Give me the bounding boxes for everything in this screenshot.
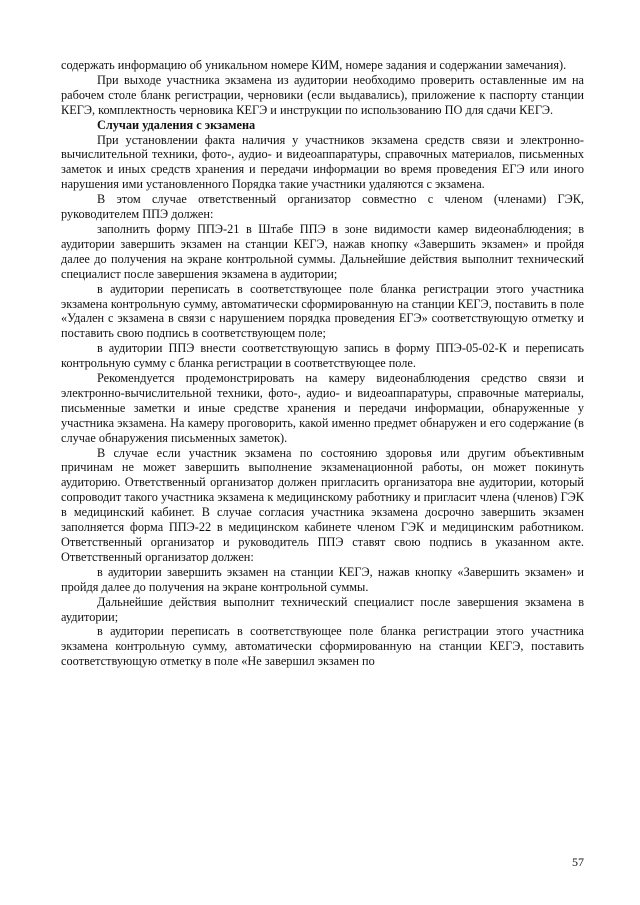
- paragraph: Рекомендуется продемонстрировать на камеру видеонаблюдения средство связи и электронно-вычислительной техники, фото-, аудио- и видеоаппаратуры, справочные материалы, письменные заметки и иные средстве хранения и передачи информации, обнаруженные у участника экзамена. На камеру проговорить, какой именно предмет обнаружен и его содержание (в случае обнаружения письменных заметок).: [61, 371, 584, 445]
- paragraph: В этом случае ответственный организатор совместно с членом (членами) ГЭК, руководителем ППЭ должен:: [61, 192, 584, 222]
- paragraph: При выходе участника экзамена из аудитории необходимо проверить оставленные им на рабочем столе бланк регистрации, черновики (если выдавались), приложение к паспорту станции КЕГЭ, комплектность черновика КЕГЭ и инструкции по использованию ПО для сдачи КЕГЭ.: [61, 72, 584, 117]
- paragraph: В случае если участник экзамена по состоянию здоровья или другим объективным причинам не может завершить выполнение экзаменационной работы, он может покинуть аудиторию. Ответственный организатор должен пригласить организатора вне аудитории, который сопроводит такого участника экзамена к медицинскому работнику и пригласит члена (членов) ГЭК в медицинский кабинет. В случае согласия участника экзамена досрочно завершить экзамен заполняется форма ППЭ-22 в медицинском кабинете членом ГЭК и медицинским работником. Ответственный организатор и руководитель ППЭ ставят свою подпись в указанном акте. Ответственный организатор должен:: [61, 445, 584, 564]
- section-heading: Случаи удаления с экзамена: [97, 117, 256, 132]
- paragraph: содержать информацию об уникальном номере КИМ, номере задания и содержании замечания).: [61, 58, 567, 72]
- paragraph: в аудитории переписать в соответствующее поле бланка регистрации этого участника экзамена контрольную сумму, автоматически сформированную на станции КЕГЭ, поставить соответствующую отметку в поле «Не завершил экзамен по: [61, 624, 584, 669]
- paragraph: в аудитории переписать в соответствующее поле бланка регистрации этого участника экзамена контрольную сумму, автоматически сформированную на станции КЕГЭ, поставить в поле «Удален с экзамена в связи с нарушением порядка проведения ЕГЭ» соответствующую отметку и поставить свою подпись в соответствующем поле;: [61, 281, 584, 341]
- paragraph: При установлении факта наличия у участников экзамена средств связи и электронно-вычислительной техники, фото-, аудио- и видеоаппаратуры, справочных материалов, письменных заметок и иных средств хранения и передачи информации во время проведения ЕГЭ или иного нарушения ими установленного Порядка такие участники удаляются с экзамена.: [61, 132, 584, 192]
- body-text: [61, 58, 584, 669]
- paragraph: в аудитории завершить экзамен на станции КЕГЭ, нажав кнопку «Завершить экзамен» и пройдя далее до получения на экране контрольной суммы.: [61, 564, 584, 594]
- paragraph: Дальнейшие действия выполнит технический специалист после завершения экзамена в аудитории;: [61, 594, 584, 624]
- paragraph: в аудитории ППЭ внести соответствующую запись в форму ППЭ-05-02-К и переписать контрольную сумму с бланка регистрации в соответствующее поле.: [61, 341, 584, 371]
- paragraph: заполнить форму ППЭ-21 в Штабе ППЭ в зоне видимости камер видеонаблюдения; в аудитории завершить экзамен на станции КЕГЭ, нажав кнопку «Завершить экзамен» и пройдя далее до получения на экране контрольной суммы. Дальнейшие действия выполнит технический специалист после завершения экзамена в аудитории;: [61, 221, 584, 281]
- page-number: 57: [572, 855, 584, 869]
